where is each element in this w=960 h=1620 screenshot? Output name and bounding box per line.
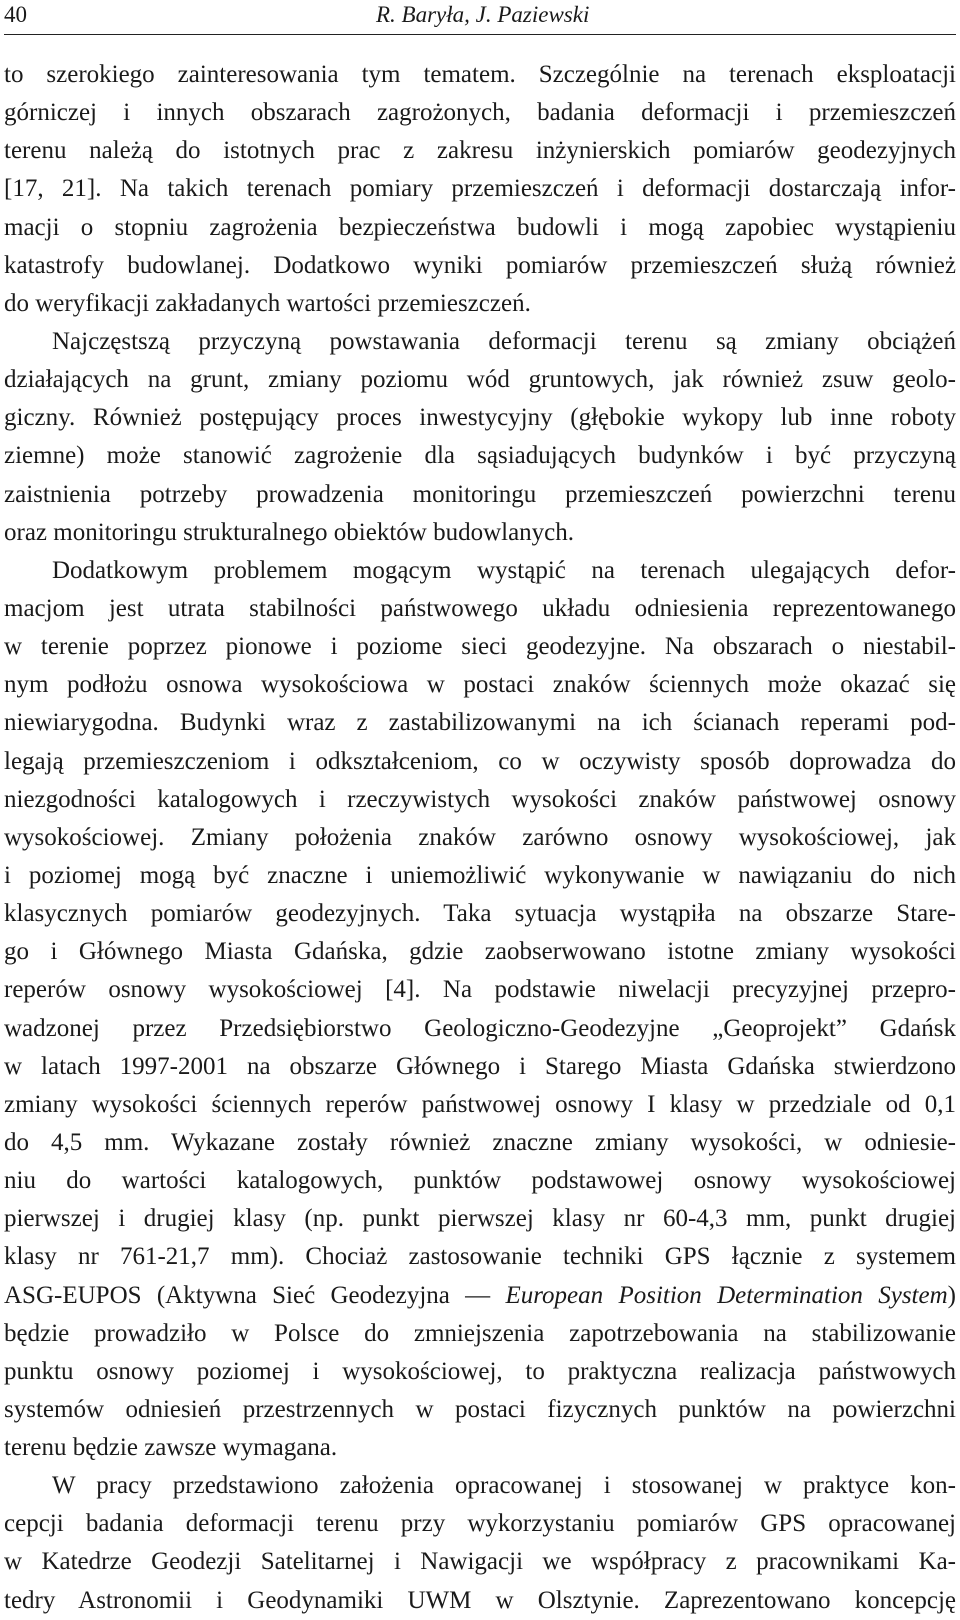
paragraph-first-line: Najczęstszą przyczyną powstawania deformacji terenu są zmiany obciążeń [52, 327, 956, 355]
body-text [4, 56, 956, 1620]
text-line: do weryfikacji zakładanych wartości przemieszczeń. [4, 289, 531, 317]
text-line-with-italic-term [4, 1277, 956, 1315]
paragraph-first-line: Dodatkowym problemem mogącym wystąpić na terenach ulegających defor- [52, 556, 956, 584]
text-line: niewiarygodna. Budynki wraz z zastabilizowanymi na ich ścianach reperami pod- [4, 709, 956, 737]
italic-term: European Position Determination System [505, 1281, 948, 1309]
text-line: giczny. Również postępujący proces inwestycyjny (głębokie wykopy lub inne roboty [4, 404, 956, 432]
text-line: ziemne) może stanowić zagrożenie dla sąsiadujących budynków i być przyczyną [4, 442, 956, 470]
text-line: terenu należą do istotnych prac z zakresu inżynierskich pomiarów geodezyjnych [4, 137, 956, 165]
running-header [4, 0, 956, 35]
text-line: terenu będzie zawsze wymagana. [4, 1434, 338, 1462]
text-line: górniczej i innych obszarach zagrożonych, badania deformacji i przemieszczeń [4, 99, 956, 127]
text-line: macjom jest utrata stabilności państwowego układu odniesienia reprezentowanego [4, 594, 956, 622]
text-line: katastrofy budowlanej. Dodatkowo wyniki pomiarów przemieszczeń służą również [4, 251, 956, 279]
text-line: w terenie poprzez pionowe i poziome sieci geodezyjne. Na obszarach o niestabil- [4, 633, 956, 661]
text-line: nym podłożu osnowa wysokościowa w postaci znaków ściennych może okazać się [4, 671, 956, 699]
text-line: reperów osnowy wysokościowej [4]. Na podstawie niwelacji precyzyjnej przepro- [4, 976, 956, 1004]
text-line: i poziomej mogą być znaczne i uniemożliwić wykonywanie w nawiązaniu do nich [4, 861, 956, 889]
text-line: punktu osnowy poziomej i wysokościowej, to praktyczna realizacja państwowych [4, 1357, 956, 1385]
text-line: legają przemieszczeniom i odkształceniom, co w oczywisty sposób doprowadza do [4, 747, 956, 775]
text-line: klasy nr 761-21,7 mm). Chociaż zastosowanie techniki GPS łącznie z systemem [4, 1243, 956, 1271]
text-line: będzie prowadziło w Polsce do zmniejszenia zapotrzebowania na stabilizowanie [4, 1319, 956, 1347]
text-line: [17, 21]. Na takich terenach pomiary przemieszczeń i deformacji dostarczają infor- [4, 175, 956, 203]
paragraph-first-line: W pracy przedstawiono założenia opracowanej i stosowanej w praktyce kon- [52, 1472, 956, 1500]
text-segment: ASG-EUPOS (Aktywna Sieć Geodezyjna — [4, 1281, 506, 1309]
text-line: oraz monitoringu strukturalnego obiektów budowlanych. [4, 518, 575, 546]
text-line: działających na grunt, zmiany poziomu wód gruntowych, jak również zsuw geolo- [4, 366, 956, 394]
text-line: tedry Astronomii i Geodynamiki UWM w Olsztynie. Zaprezentowano koncepcję [4, 1586, 956, 1614]
text-line: w latach 1997-2001 na obszarze Głównego i Starego Miasta Gdańska stwierdzono [4, 1052, 956, 1080]
running-head-authors: R. Baryła, J. Paziewski [376, 2, 590, 27]
text-line: niezgodności katalogowych i rzeczywistych wysokości znaków państwowej osnowy [4, 785, 956, 813]
text-line: pierwszej i drugiej klasy (np. punkt pierwszej klasy nr 60-4,3 mm, punkt drugiej [4, 1205, 956, 1233]
page-number: 40 [4, 2, 27, 27]
text-line: to szerokiego zainteresowania tym tematem. Szczególnie na terenach eksploatacji [4, 61, 956, 88]
text-line: w Katedrze Geodezji Satelitarnej i Nawigacji we współpracy z pracownikami Ka- [4, 1548, 956, 1576]
text-line: zmiany wysokości ściennych reperów państwowej osnowy I klasy w przedziale od 0,1 [4, 1090, 956, 1118]
text-segment: ) [947, 1281, 956, 1309]
text-line: cepcji badania deformacji terenu przy wykorzystaniu pomiarów GPS opracowanej [4, 1510, 956, 1538]
text-line: go i Głównego Miasta Gdańska, gdzie zaobserwowano istotne zmiany wysokości [4, 938, 956, 966]
text-line: wadzonej przez Przedsiębiorstwo Geologiczno-Geodezyjne „Geoprojekt” Gdańsk [4, 1014, 956, 1042]
text-line: macji o stopniu zagrożenia bezpieczeństwa budowli i mogą zapobiec wystąpieniu [4, 213, 956, 241]
text-line: niu do wartości katalogowych, punktów podstawowej osnowy wysokościowej [4, 1167, 956, 1195]
text-line: wysokościowej. Zmiany położenia znaków zarówno osnowy wysokościowej, jak [4, 823, 956, 851]
text-line: klasycznych pomiarów geodezyjnych. Taka sytuacja wystąpiła na obszarze Stare- [4, 900, 956, 928]
text-line: do 4,5 mm. Wykazane zostały również znaczne zmiany wysokości, w odniesie- [4, 1128, 956, 1156]
text-line: systemów odniesień przestrzennych w postaci fizycznych punktów na powierzchni [4, 1395, 956, 1423]
text-line: zaistnienia potrzeby prowadzenia monitoringu przemieszczeń powierzchni terenu [4, 480, 956, 508]
